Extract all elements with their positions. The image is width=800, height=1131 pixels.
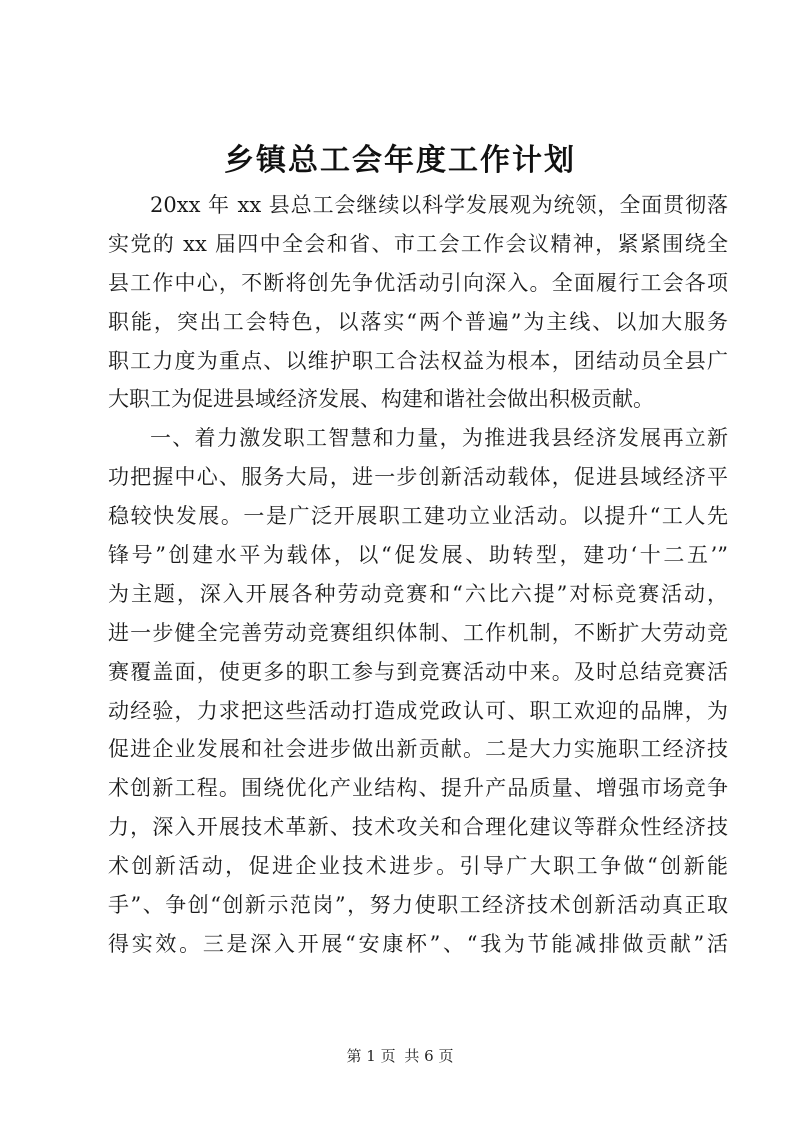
paragraph-line: 术创新活动，促进企业技术进步。引导广大职工争做“创新能 — [108, 854, 728, 879]
page-footer — [0, 1046, 800, 1066]
paragraph-line: 为主题，深入开展各种劳动竞赛和“六比六提”对标竞赛活动， — [108, 581, 728, 606]
paragraph-line: 手”、争创“创新示范岗”，努力使职工经济技术创新活动真正取 — [108, 893, 728, 918]
paragraph-line: 稳较快发展。一是广泛开展职工建功立业活动。以提升“工人先 — [108, 504, 728, 529]
paragraph-line: 功把握中心、服务大局，进一步创新活动载体，促进县域经济平 — [108, 465, 728, 490]
paragraph-line: 赛覆盖面，使更多的职工参与到竞赛活动中来。及时总结竞赛活 — [108, 659, 728, 684]
paragraph-line: 县工作中心，不断将创先争优活动引向深入。全面履行工会各项 — [108, 270, 728, 295]
paragraph-line: 锋号”创建水平为载体，以“促发展、助转型，建功‘十二五’” — [108, 543, 728, 568]
page-number-current: 第 1 页 — [346, 1047, 396, 1065]
paragraph-line: 职能，突出工会特色，以落实“两个普遍”为主线、以加大服务 — [108, 309, 728, 334]
paragraph-line: 动经验，力求把这些活动打造成党政认可、职工欢迎的品牌，为 — [108, 698, 728, 723]
paragraph-line: 职工力度为重点、以维护职工合法权益为根本，团结动员全县广 — [108, 348, 728, 373]
paragraph-line: 20xx 年 xx 县总工会继续以科学发展观为统领，全面贯彻落 — [150, 193, 728, 217]
paragraph-line: 实党的 xx 届四中全会和省、市工会工作会议精神，紧紧围绕全 — [108, 231, 728, 256]
paragraph-line: 进一步健全完善劳动竞赛组织体制、工作机制，不断扩大劳动竞 — [108, 620, 728, 645]
document-title: 乡镇总工会年度工作计划 — [224, 143, 576, 178]
page-number-total: 共 6 页 — [404, 1047, 454, 1065]
paragraph-line: 促进企业发展和社会进步做出新贡献。二是大力实施职工经济技 — [108, 737, 728, 762]
paragraph-line: 术创新工程。围绕优化产业结构、提升产品质量、增强市场竞争 — [108, 776, 728, 801]
paragraph-line: 大职工为促进县域经济发展、构建和谐社会做出积极贡献。 — [108, 387, 654, 412]
paragraph-line: 得实效。三是深入开展“安康杯”、“我为节能减排做贡献”活 — [108, 931, 728, 956]
document-body — [108, 186, 728, 964]
paragraph-line: 力，深入开展技术革新、技术攻关和合理化建议等群众性经济技 — [108, 815, 728, 840]
paragraph-line: 一、着力激发职工智慧和力量，为推进我县经济发展再立新 — [150, 426, 728, 451]
